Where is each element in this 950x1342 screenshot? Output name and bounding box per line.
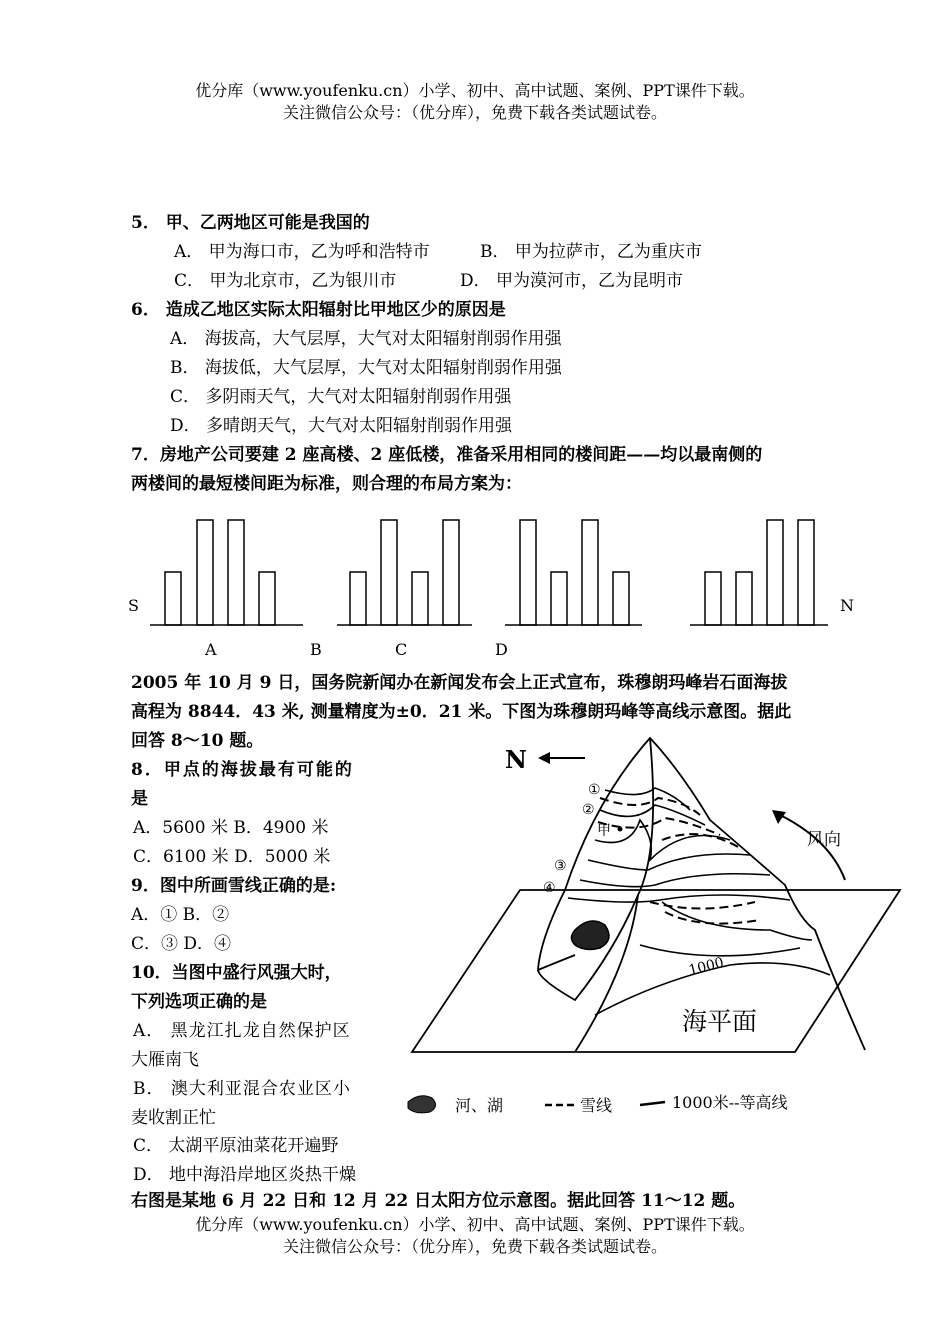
header-line-2: 关注微信公众号：（优分库），免费下载各类试题试卷。	[282, 103, 667, 122]
north-arrow-label: N	[505, 745, 527, 774]
label-b: B	[310, 640, 322, 659]
q10-option-d: D． 地中海沿岸地区炎热干燥	[133, 1165, 357, 1185]
legend-lake-label: 河、湖	[455, 1096, 504, 1115]
footer-line-2: 关注微信公众号：（优分库），免费下载各类试题试卷。	[282, 1237, 667, 1256]
label-a: A	[205, 640, 217, 659]
q5-option-d: D． 甲为漠河市，乙为昆明市	[460, 271, 684, 291]
q8-options-cd: C．6100 米 D．5000 米	[133, 847, 331, 867]
q10-option-b-line-2: 麦收割正忙	[131, 1108, 216, 1128]
point-jia-dot	[618, 827, 623, 832]
q6-stem: 6． 造成乙地区实际太阳辐射比甲地区少的原因是	[131, 300, 506, 320]
lake-icon	[572, 921, 610, 949]
intro-8-10-line-2: 高程为 8844．43 米, 测量精度为±0．21 米。下图为珠穆朗玛峰等高线示意图。据此	[131, 702, 792, 722]
legend-lake-icon	[408, 1096, 436, 1113]
legend-contour-icon	[640, 1102, 665, 1105]
intro-11-12: 右图是某地 6 月 22 日和 12 月 22 日太阳方位示意图。据此回答 11～12 题。	[131, 1191, 746, 1211]
q10-option-a-line-1: A． 黑龙江扎龙自然保护区	[133, 1021, 351, 1041]
q5-option-b: B． 甲为拉萨市，乙为重庆市	[480, 242, 702, 262]
mark-2: ②	[582, 802, 595, 818]
header-line-1: 优分库（www.youfenku.cn）小学、初中、高中试题、案例、PPT课件下载。	[195, 81, 755, 100]
q6-option-d: D． 多晴朗天气，大气对太阳辐射削弱作用强	[170, 416, 513, 436]
contour-1000-label: 1000	[687, 954, 726, 979]
q9-options-ab: A．① B．②	[131, 905, 230, 925]
intro-8-10-line-1: 2005 年 10 月 9 日，国务院新闻办在新闻发布会上正式宣布，珠穆朗玛峰岩石面海拔	[131, 673, 788, 693]
q8-options-ab: A．5600 米 B．4900 米	[133, 818, 329, 838]
legend	[408, 1093, 788, 1115]
mark-4: ④	[543, 880, 556, 896]
q6-option-a: A． 海拔高，大气层厚，大气对太阳辐射削弱作用强	[170, 329, 562, 349]
q10-option-a-line-2: 大雁南飞	[131, 1050, 199, 1070]
q5-option-c: C． 甲为北京市，乙为银川市	[174, 271, 397, 291]
everest-contour-map	[400, 730, 910, 1125]
layout-c	[505, 520, 642, 625]
north-label: N	[840, 596, 854, 615]
building-layout-diagram	[0, 500, 950, 665]
q10-option-c: C． 太湖平原油菜花开遍野	[133, 1136, 339, 1156]
north-arrow-icon	[538, 752, 585, 764]
q7-stem-line-2: 两楼间的最短楼间距为标准，则合理的布局方案为：	[131, 474, 522, 494]
q10-stem-line-1: 10．当图中盛行风强大时，	[131, 963, 342, 983]
sea-level-label: 海平面	[682, 1007, 758, 1036]
south-label: S	[128, 596, 139, 615]
label-c: C	[395, 640, 408, 659]
legend-snow-label: 雪线	[580, 1096, 613, 1115]
mark-1: ①	[588, 782, 601, 798]
q9-stem: 9．图中所画雪线正确的是:	[131, 876, 337, 896]
label-d: D	[495, 640, 508, 659]
q6-option-b: B． 海拔低，大气层厚，大气对太阳辐射削弱作用强	[170, 358, 562, 378]
q5-stem: 5． 甲、乙两地区可能是我国的	[131, 213, 370, 233]
q8-stem-line-2: 是	[131, 789, 148, 809]
q7-stem-line-1: 7．房地产公司要建 2 座高楼、2 座低楼，准备采用相同的楼间距——均以最南侧的	[131, 445, 763, 465]
q9-options-cd: C．③ D．④	[131, 934, 232, 954]
q10-stem-line-2: 下列选项正确的是	[131, 992, 267, 1012]
sea-level-plane	[412, 890, 900, 1052]
q8-stem-line-1: 8．甲点的海拔最有可能的	[131, 760, 354, 780]
wind-label: 风向	[807, 830, 841, 850]
layout-b	[337, 520, 472, 625]
q5-option-a: A． 甲为海口市，乙为呼和浩特市	[174, 242, 430, 262]
intro-8-10-line-3: 回答 8～10 题。	[131, 731, 264, 751]
point-jia-label: 甲	[597, 823, 611, 839]
layout-d	[690, 520, 828, 625]
q10-option-b-line-1: B． 澳大利亚混合农业区小	[133, 1079, 351, 1099]
mark-3: ③	[554, 858, 567, 874]
legend-contour-label: 1000米--等高线	[672, 1093, 788, 1112]
q6-option-c: C． 多阴雨天气，大气对太阳辐射削弱作用强	[170, 387, 512, 407]
footer-line-1: 优分库（www.youfenku.cn）小学、初中、高中试题、案例、PPT课件下载。	[195, 1215, 755, 1234]
layout-a	[150, 520, 303, 625]
